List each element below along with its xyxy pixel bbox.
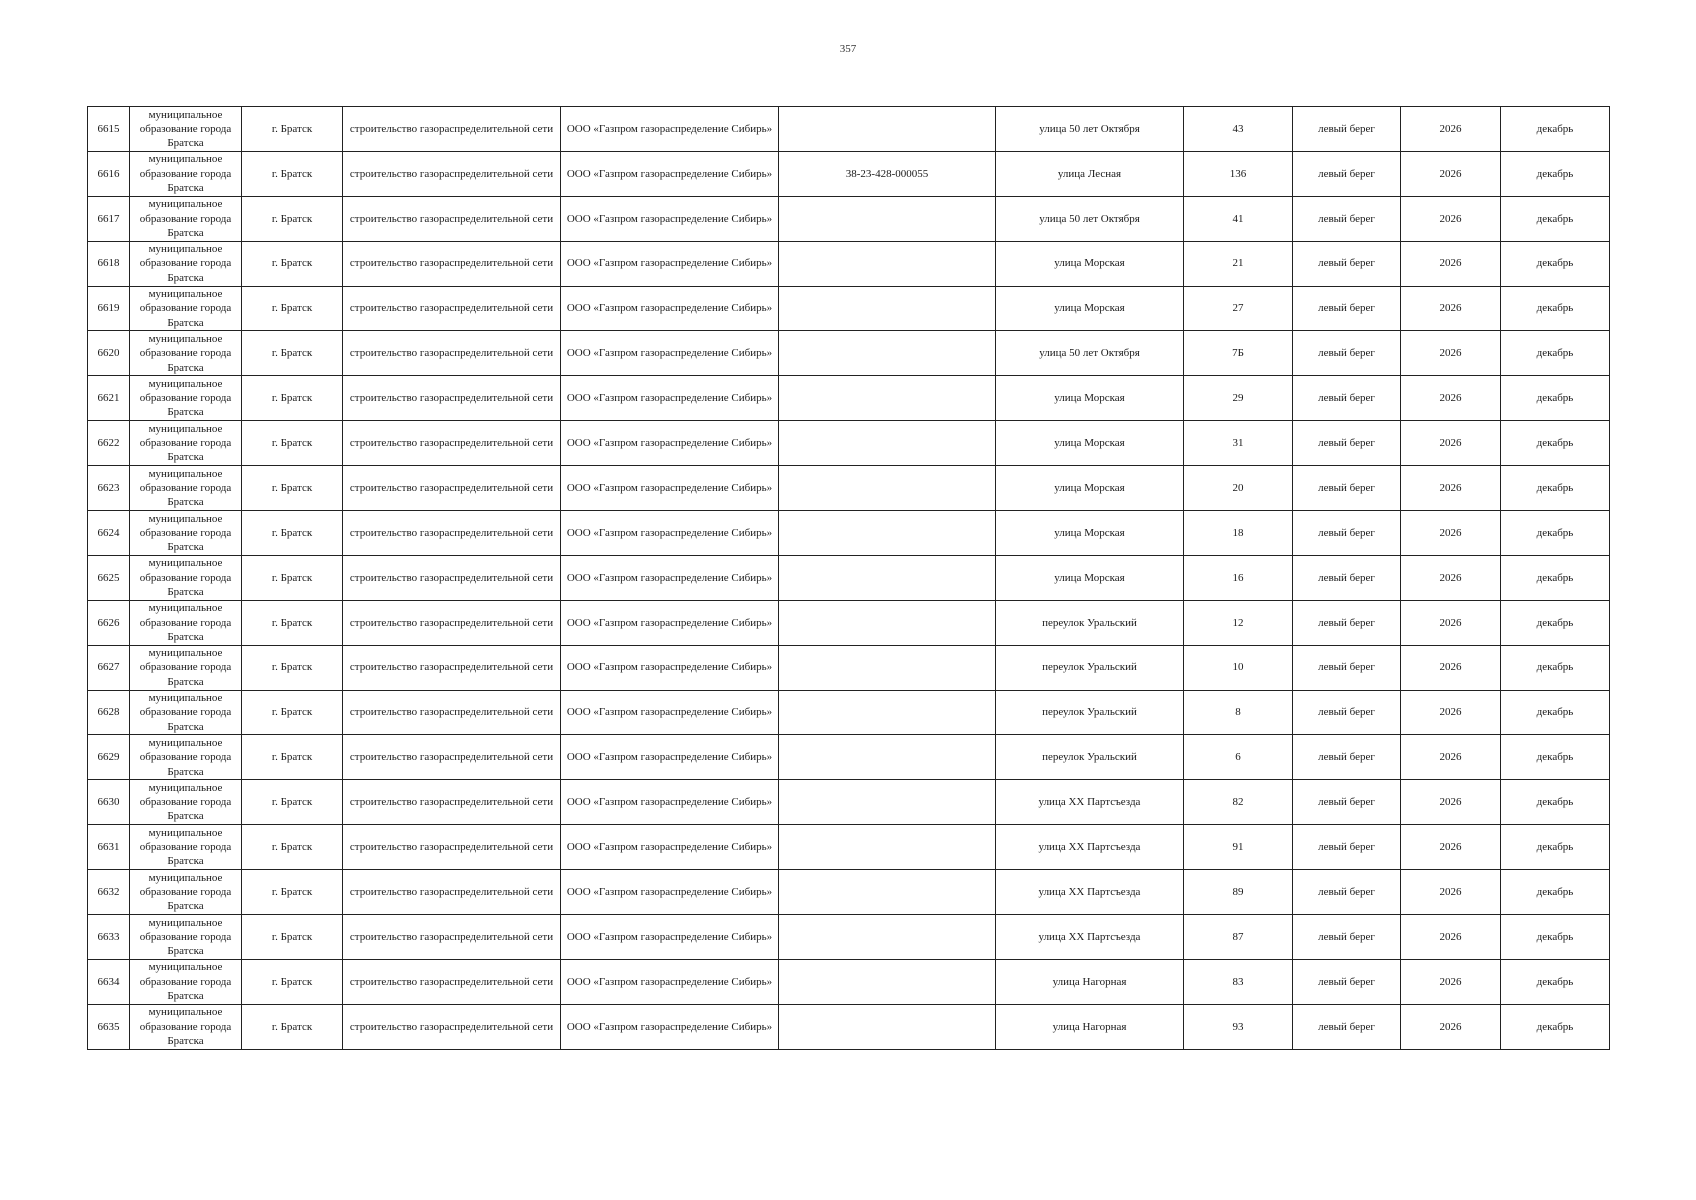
cadastral-number-cell <box>779 870 996 915</box>
house-number-cell: 43 <box>1184 107 1293 152</box>
row-number: 6632 <box>88 870 130 915</box>
month-cell: декабрь <box>1501 421 1610 466</box>
river-bank-cell: левый берег <box>1293 870 1401 915</box>
row-number: 6629 <box>88 735 130 780</box>
street-cell: улица Морская <box>996 286 1184 331</box>
street-cell: переулок Уральский <box>996 600 1184 645</box>
cadastral-number-cell <box>779 241 996 286</box>
work-type-cell: строительство газораспределительной сети <box>343 196 561 241</box>
house-number-cell: 87 <box>1184 915 1293 960</box>
city-cell: г. Братск <box>242 645 343 690</box>
house-number-cell: 7Б <box>1184 331 1293 376</box>
organization-cell: ООО «Газпром газораспределение Сибирь» <box>561 825 779 870</box>
organization-cell: ООО «Газпром газораспределение Сибирь» <box>561 241 779 286</box>
work-type-cell: строительство газораспределительной сети <box>343 421 561 466</box>
owner-cell: муниципальное образование города Братска <box>130 645 242 690</box>
row-number: 6617 <box>88 196 130 241</box>
registry-body <box>88 107 1610 1050</box>
row-number: 6625 <box>88 555 130 600</box>
city-cell: г. Братск <box>242 241 343 286</box>
house-number-cell: 82 <box>1184 780 1293 825</box>
owner-cell: муниципальное образование города Братска <box>130 107 242 152</box>
city-cell: г. Братск <box>242 690 343 735</box>
year-cell: 2026 <box>1401 466 1501 511</box>
organization-cell: ООО «Газпром газораспределение Сибирь» <box>561 151 779 196</box>
registry-table <box>87 106 1610 1050</box>
row-number: 6621 <box>88 376 130 421</box>
work-type-cell: строительство газораспределительной сети <box>343 466 561 511</box>
work-type-cell: строительство газораспределительной сети <box>343 511 561 556</box>
row-number: 6635 <box>88 1004 130 1049</box>
house-number-cell: 16 <box>1184 555 1293 600</box>
work-type-cell: строительство газораспределительной сети <box>343 600 561 645</box>
river-bank-cell: левый берег <box>1293 915 1401 960</box>
table-row <box>88 690 1610 735</box>
street-cell: улица Морская <box>996 241 1184 286</box>
city-cell: г. Братск <box>242 421 343 466</box>
month-cell: декабрь <box>1501 735 1610 780</box>
row-number: 6626 <box>88 600 130 645</box>
river-bank-cell: левый берег <box>1293 1004 1401 1049</box>
table-row <box>88 511 1610 556</box>
house-number-cell: 136 <box>1184 151 1293 196</box>
house-number-cell: 18 <box>1184 511 1293 556</box>
house-number-cell: 29 <box>1184 376 1293 421</box>
table-row <box>88 600 1610 645</box>
cadastral-number-cell <box>779 196 996 241</box>
owner-cell: муниципальное образование города Братска <box>130 735 242 780</box>
year-cell: 2026 <box>1401 286 1501 331</box>
house-number-cell: 10 <box>1184 645 1293 690</box>
city-cell: г. Братск <box>242 376 343 421</box>
row-number: 6616 <box>88 151 130 196</box>
street-cell: улица XX Партсъезда <box>996 780 1184 825</box>
organization-cell: ООО «Газпром газораспределение Сибирь» <box>561 1004 779 1049</box>
month-cell: декабрь <box>1501 645 1610 690</box>
city-cell: г. Братск <box>242 1004 343 1049</box>
row-number: 6620 <box>88 331 130 376</box>
year-cell: 2026 <box>1401 555 1501 600</box>
organization-cell: ООО «Газпром газораспределение Сибирь» <box>561 331 779 376</box>
city-cell: г. Братск <box>242 959 343 1004</box>
table-row <box>88 376 1610 421</box>
row-number: 6624 <box>88 511 130 556</box>
month-cell: декабрь <box>1501 511 1610 556</box>
organization-cell: ООО «Газпром газораспределение Сибирь» <box>561 735 779 780</box>
cadastral-number-cell <box>779 107 996 152</box>
organization-cell: ООО «Газпром газораспределение Сибирь» <box>561 690 779 735</box>
river-bank-cell: левый берег <box>1293 466 1401 511</box>
table-row <box>88 286 1610 331</box>
house-number-cell: 89 <box>1184 870 1293 915</box>
work-type-cell: строительство газораспределительной сети <box>343 915 561 960</box>
month-cell: декабрь <box>1501 466 1610 511</box>
cadastral-number-cell <box>779 331 996 376</box>
cadastral-number-cell: 38-23-428-000055 <box>779 151 996 196</box>
owner-cell: муниципальное образование города Братска <box>130 1004 242 1049</box>
year-cell: 2026 <box>1401 825 1501 870</box>
row-number: 6618 <box>88 241 130 286</box>
river-bank-cell: левый берег <box>1293 555 1401 600</box>
organization-cell: ООО «Газпром газораспределение Сибирь» <box>561 780 779 825</box>
city-cell: г. Братск <box>242 107 343 152</box>
work-type-cell: строительство газораспределительной сети <box>343 151 561 196</box>
river-bank-cell: левый берег <box>1293 511 1401 556</box>
owner-cell: муниципальное образование города Братска <box>130 959 242 1004</box>
cadastral-number-cell <box>779 915 996 960</box>
table-row <box>88 466 1610 511</box>
work-type-cell: строительство газораспределительной сети <box>343 107 561 152</box>
organization-cell: ООО «Газпром газораспределение Сибирь» <box>561 959 779 1004</box>
river-bank-cell: левый берег <box>1293 196 1401 241</box>
organization-cell: ООО «Газпром газораспределение Сибирь» <box>561 645 779 690</box>
organization-cell: ООО «Газпром газораспределение Сибирь» <box>561 376 779 421</box>
street-cell: переулок Уральский <box>996 645 1184 690</box>
cadastral-number-cell <box>779 1004 996 1049</box>
street-cell: переулок Уральский <box>996 735 1184 780</box>
cadastral-number-cell <box>779 555 996 600</box>
month-cell: декабрь <box>1501 241 1610 286</box>
street-cell: улица XX Партсъезда <box>996 825 1184 870</box>
year-cell: 2026 <box>1401 196 1501 241</box>
row-number: 6630 <box>88 780 130 825</box>
owner-cell: муниципальное образование города Братска <box>130 690 242 735</box>
cadastral-number-cell <box>779 286 996 331</box>
cadastral-number-cell <box>779 600 996 645</box>
city-cell: г. Братск <box>242 331 343 376</box>
year-cell: 2026 <box>1401 1004 1501 1049</box>
row-number: 6634 <box>88 959 130 1004</box>
organization-cell: ООО «Газпром газораспределение Сибирь» <box>561 555 779 600</box>
river-bank-cell: левый берег <box>1293 645 1401 690</box>
work-type-cell: строительство газораспределительной сети <box>343 959 561 1004</box>
city-cell: г. Братск <box>242 151 343 196</box>
year-cell: 2026 <box>1401 780 1501 825</box>
month-cell: декабрь <box>1501 690 1610 735</box>
city-cell: г. Братск <box>242 600 343 645</box>
river-bank-cell: левый берег <box>1293 690 1401 735</box>
organization-cell: ООО «Газпром газораспределение Сибирь» <box>561 915 779 960</box>
house-number-cell: 93 <box>1184 1004 1293 1049</box>
row-number: 6615 <box>88 107 130 152</box>
table-row <box>88 196 1610 241</box>
month-cell: декабрь <box>1501 555 1610 600</box>
table-row <box>88 421 1610 466</box>
year-cell: 2026 <box>1401 645 1501 690</box>
house-number-cell: 8 <box>1184 690 1293 735</box>
cadastral-number-cell <box>779 735 996 780</box>
year-cell: 2026 <box>1401 690 1501 735</box>
cadastral-number-cell <box>779 645 996 690</box>
organization-cell: ООО «Газпром газораспределение Сибирь» <box>561 466 779 511</box>
year-cell: 2026 <box>1401 959 1501 1004</box>
month-cell: декабрь <box>1501 196 1610 241</box>
month-cell: декабрь <box>1501 825 1610 870</box>
city-cell: г. Братск <box>242 780 343 825</box>
cadastral-number-cell <box>779 421 996 466</box>
organization-cell: ООО «Газпром газораспределение Сибирь» <box>561 286 779 331</box>
work-type-cell: строительство газораспределительной сети <box>343 825 561 870</box>
river-bank-cell: левый берег <box>1293 241 1401 286</box>
table-row <box>88 151 1610 196</box>
city-cell: г. Братск <box>242 511 343 556</box>
street-cell: переулок Уральский <box>996 690 1184 735</box>
owner-cell: муниципальное образование города Братска <box>130 825 242 870</box>
river-bank-cell: левый берег <box>1293 825 1401 870</box>
owner-cell: муниципальное образование города Братска <box>130 915 242 960</box>
year-cell: 2026 <box>1401 331 1501 376</box>
year-cell: 2026 <box>1401 107 1501 152</box>
city-cell: г. Братск <box>242 735 343 780</box>
owner-cell: муниципальное образование города Братска <box>130 241 242 286</box>
month-cell: декабрь <box>1501 1004 1610 1049</box>
year-cell: 2026 <box>1401 151 1501 196</box>
table-row <box>88 241 1610 286</box>
owner-cell: муниципальное образование города Братска <box>130 286 242 331</box>
month-cell: декабрь <box>1501 286 1610 331</box>
cadastral-number-cell <box>779 780 996 825</box>
owner-cell: муниципальное образование города Братска <box>130 331 242 376</box>
year-cell: 2026 <box>1401 735 1501 780</box>
street-cell: улица 50 лет Октября <box>996 196 1184 241</box>
street-cell: улица 50 лет Октября <box>996 107 1184 152</box>
month-cell: декабрь <box>1501 600 1610 645</box>
city-cell: г. Братск <box>242 286 343 331</box>
cadastral-number-cell <box>779 466 996 511</box>
city-cell: г. Братск <box>242 915 343 960</box>
river-bank-cell: левый берег <box>1293 107 1401 152</box>
house-number-cell: 83 <box>1184 959 1293 1004</box>
table-row <box>88 331 1610 376</box>
cadastral-number-cell <box>779 376 996 421</box>
work-type-cell: строительство газораспределительной сети <box>343 331 561 376</box>
owner-cell: муниципальное образование города Братска <box>130 511 242 556</box>
organization-cell: ООО «Газпром газораспределение Сибирь» <box>561 511 779 556</box>
owner-cell: муниципальное образование города Братска <box>130 780 242 825</box>
owner-cell: муниципальное образование города Братска <box>130 555 242 600</box>
year-cell: 2026 <box>1401 376 1501 421</box>
month-cell: декабрь <box>1501 376 1610 421</box>
work-type-cell: строительство газораспределительной сети <box>343 690 561 735</box>
river-bank-cell: левый берег <box>1293 780 1401 825</box>
cadastral-number-cell <box>779 511 996 556</box>
table-row <box>88 870 1610 915</box>
month-cell: декабрь <box>1501 331 1610 376</box>
cadastral-number-cell <box>779 690 996 735</box>
street-cell: улица 50 лет Октября <box>996 331 1184 376</box>
river-bank-cell: левый берег <box>1293 959 1401 1004</box>
organization-cell: ООО «Газпром газораспределение Сибирь» <box>561 107 779 152</box>
year-cell: 2026 <box>1401 421 1501 466</box>
river-bank-cell: левый берег <box>1293 151 1401 196</box>
cadastral-number-cell <box>779 959 996 1004</box>
house-number-cell: 6 <box>1184 735 1293 780</box>
row-number: 6633 <box>88 915 130 960</box>
table-row <box>88 555 1610 600</box>
house-number-cell: 91 <box>1184 825 1293 870</box>
street-cell: улица XX Партсъезда <box>996 915 1184 960</box>
year-cell: 2026 <box>1401 600 1501 645</box>
street-cell: улица Морская <box>996 466 1184 511</box>
house-number-cell: 27 <box>1184 286 1293 331</box>
work-type-cell: строительство газораспределительной сети <box>343 645 561 690</box>
table-row <box>88 825 1610 870</box>
street-cell: улица XX Партсъезда <box>996 870 1184 915</box>
month-cell: декабрь <box>1501 870 1610 915</box>
row-number: 6622 <box>88 421 130 466</box>
table-row <box>88 107 1610 152</box>
street-cell: улица Морская <box>996 421 1184 466</box>
row-number: 6631 <box>88 825 130 870</box>
work-type-cell: строительство газораспределительной сети <box>343 241 561 286</box>
row-number: 6628 <box>88 690 130 735</box>
table-row <box>88 959 1610 1004</box>
table-row <box>88 915 1610 960</box>
river-bank-cell: левый берег <box>1293 331 1401 376</box>
table-row <box>88 1004 1610 1049</box>
year-cell: 2026 <box>1401 915 1501 960</box>
city-cell: г. Братск <box>242 466 343 511</box>
organization-cell: ООО «Газпром газораспределение Сибирь» <box>561 421 779 466</box>
month-cell: декабрь <box>1501 959 1610 1004</box>
work-type-cell: строительство газораспределительной сети <box>343 780 561 825</box>
city-cell: г. Братск <box>242 555 343 600</box>
owner-cell: муниципальное образование города Братска <box>130 421 242 466</box>
table-row <box>88 645 1610 690</box>
owner-cell: муниципальное образование города Братска <box>130 870 242 915</box>
work-type-cell: строительство газораспределительной сети <box>343 870 561 915</box>
table-row <box>88 780 1610 825</box>
street-cell: улица Нагорная <box>996 1004 1184 1049</box>
house-number-cell: 21 <box>1184 241 1293 286</box>
house-number-cell: 20 <box>1184 466 1293 511</box>
work-type-cell: строительство газораспределительной сети <box>343 555 561 600</box>
street-cell: улица Морская <box>996 376 1184 421</box>
street-cell: улица Морская <box>996 555 1184 600</box>
city-cell: г. Братск <box>242 870 343 915</box>
month-cell: декабрь <box>1501 107 1610 152</box>
owner-cell: муниципальное образование города Братска <box>130 600 242 645</box>
river-bank-cell: левый берег <box>1293 735 1401 780</box>
page-number: 357 <box>839 43 857 55</box>
work-type-cell: строительство газораспределительной сети <box>343 1004 561 1049</box>
row-number: 6623 <box>88 466 130 511</box>
city-cell: г. Братск <box>242 825 343 870</box>
owner-cell: муниципальное образование города Братска <box>130 151 242 196</box>
house-number-cell: 12 <box>1184 600 1293 645</box>
organization-cell: ООО «Газпром газораспределение Сибирь» <box>561 196 779 241</box>
owner-cell: муниципальное образование города Братска <box>130 196 242 241</box>
street-cell: улица Морская <box>996 511 1184 556</box>
row-number: 6619 <box>88 286 130 331</box>
month-cell: декабрь <box>1501 780 1610 825</box>
river-bank-cell: левый берег <box>1293 286 1401 331</box>
month-cell: декабрь <box>1501 915 1610 960</box>
table-row <box>88 735 1610 780</box>
month-cell: декабрь <box>1501 151 1610 196</box>
year-cell: 2026 <box>1401 511 1501 556</box>
work-type-cell: строительство газораспределительной сети <box>343 735 561 780</box>
river-bank-cell: левый берег <box>1293 600 1401 645</box>
organization-cell: ООО «Газпром газораспределение Сибирь» <box>561 600 779 645</box>
owner-cell: муниципальное образование города Братска <box>130 376 242 421</box>
street-cell: улица Лесная <box>996 151 1184 196</box>
river-bank-cell: левый берег <box>1293 376 1401 421</box>
owner-cell: муниципальное образование города Братска <box>130 466 242 511</box>
river-bank-cell: левый берег <box>1293 421 1401 466</box>
work-type-cell: строительство газораспределительной сети <box>343 286 561 331</box>
row-number: 6627 <box>88 645 130 690</box>
city-cell: г. Братск <box>242 196 343 241</box>
year-cell: 2026 <box>1401 241 1501 286</box>
year-cell: 2026 <box>1401 870 1501 915</box>
street-cell: улица Нагорная <box>996 959 1184 1004</box>
house-number-cell: 41 <box>1184 196 1293 241</box>
work-type-cell: строительство газораспределительной сети <box>343 376 561 421</box>
cadastral-number-cell <box>779 825 996 870</box>
house-number-cell: 31 <box>1184 421 1293 466</box>
organization-cell: ООО «Газпром газораспределение Сибирь» <box>561 870 779 915</box>
